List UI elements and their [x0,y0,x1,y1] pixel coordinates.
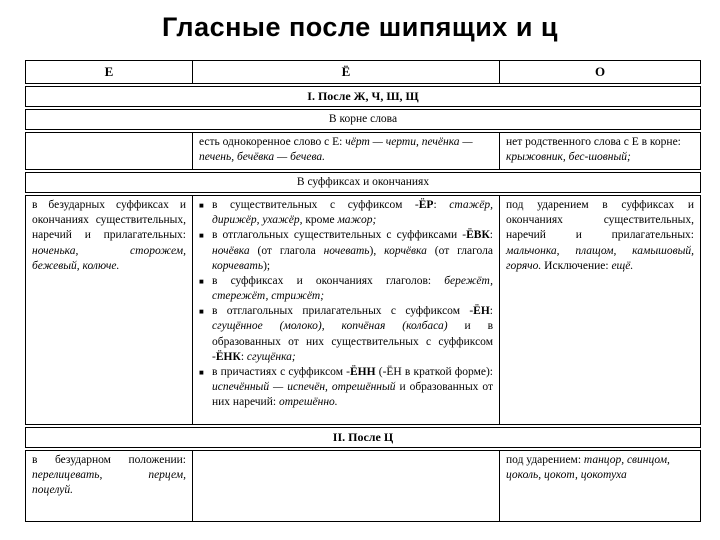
bullet-text: в отглагольных прилагательных с суффиксом -ЁН: сгущённое (молоко), копчёная (колбаса) и в образованных от них существительных с суффиксом -ЁНК: сгущёнка; [212,305,493,363]
bullet-item [199,228,493,274]
suffix-yo-cell [193,195,500,425]
subsection-in-suffixes-label: В суффиксах и окончаниях [25,172,701,193]
bullet-text: в существительных с суффиксом -ЁР: стажёр, дирижёр, ухажёр, кроме мажор; [212,199,493,227]
section-after-ts-label: II. После Ц [25,427,701,448]
suffix-yo-bullet-list [199,198,493,410]
bullet-text: в причастиях с суффиксом -ЁНН (-ЁН в краткой форме): испечённый — испечён, отрешённый и образованных от них наречий: отрешённо. [212,365,493,409]
section-after-sibilants-label: I. После Ж, Ч, Ш, Щ [25,86,701,107]
section-after-ts-row [25,427,701,448]
root-o-cell: нет родственного слова с Е в корне: крыжовник, бес-шовный; [500,132,701,170]
bullet-item [199,274,493,304]
square-bullet-icon: ■ [199,307,204,317]
ts-content-row [25,450,701,522]
column-header-o: О [500,60,701,84]
root-e-cell [25,132,193,170]
section-after-sibilants-row [25,86,701,107]
ts-o-cell: под ударением: танцор, свинцом, цоколь, цокот, цокотуха [500,450,701,522]
column-header-yo: Ё [193,60,500,84]
bullet-text: в суффиксах и окончаниях глаголов: бережёт, стережёт, стрижёт; [212,274,493,303]
subsection-in-root-row [25,109,701,130]
square-bullet-icon: ■ [199,276,204,286]
square-bullet-icon: ■ [199,201,204,210]
square-bullet-icon: ■ [199,231,204,241]
rules-table [25,60,701,522]
subsection-in-root-label: В корне слова [25,109,701,130]
bullet-item [199,198,493,228]
root-yo-cell: есть однокоренное слово с Е: чёрт — черти, печёнка — печень, бечёвка — бечева. [193,132,500,170]
suffix-o-cell: под ударением в суффиксах и окончаниях существительных, наречий и прилагательных: мальчонка, плащом, камышовый, горячо. Исключение: ещё. [500,195,701,425]
suffix-e-cell: в безударных суффиксах и окончаниях существительных, наречий и прилагательных: ноченька, сторожем, бежевый, колюче. [25,195,193,425]
ts-yo-cell [193,450,500,522]
ts-e-cell: в безударном положении: перелицевать, перцем, поцелуй. [25,450,193,522]
subsection-in-suffixes-row [25,172,701,193]
column-header-e: Е [25,60,193,84]
bullet-item [199,304,493,365]
square-bullet-icon: ■ [199,367,204,377]
header-row [25,60,701,84]
suffix-content-row [25,195,701,425]
bullet-text: в отглагольных существительных с суффиксами -ЁВК: ночёвка (от глагола ночевать), корчёвка (от глагола корчевать); [212,229,493,272]
page-title: Гласные после шипящих и ц [161,12,559,42]
root-content-row [25,132,701,170]
bullet-item [199,365,493,411]
